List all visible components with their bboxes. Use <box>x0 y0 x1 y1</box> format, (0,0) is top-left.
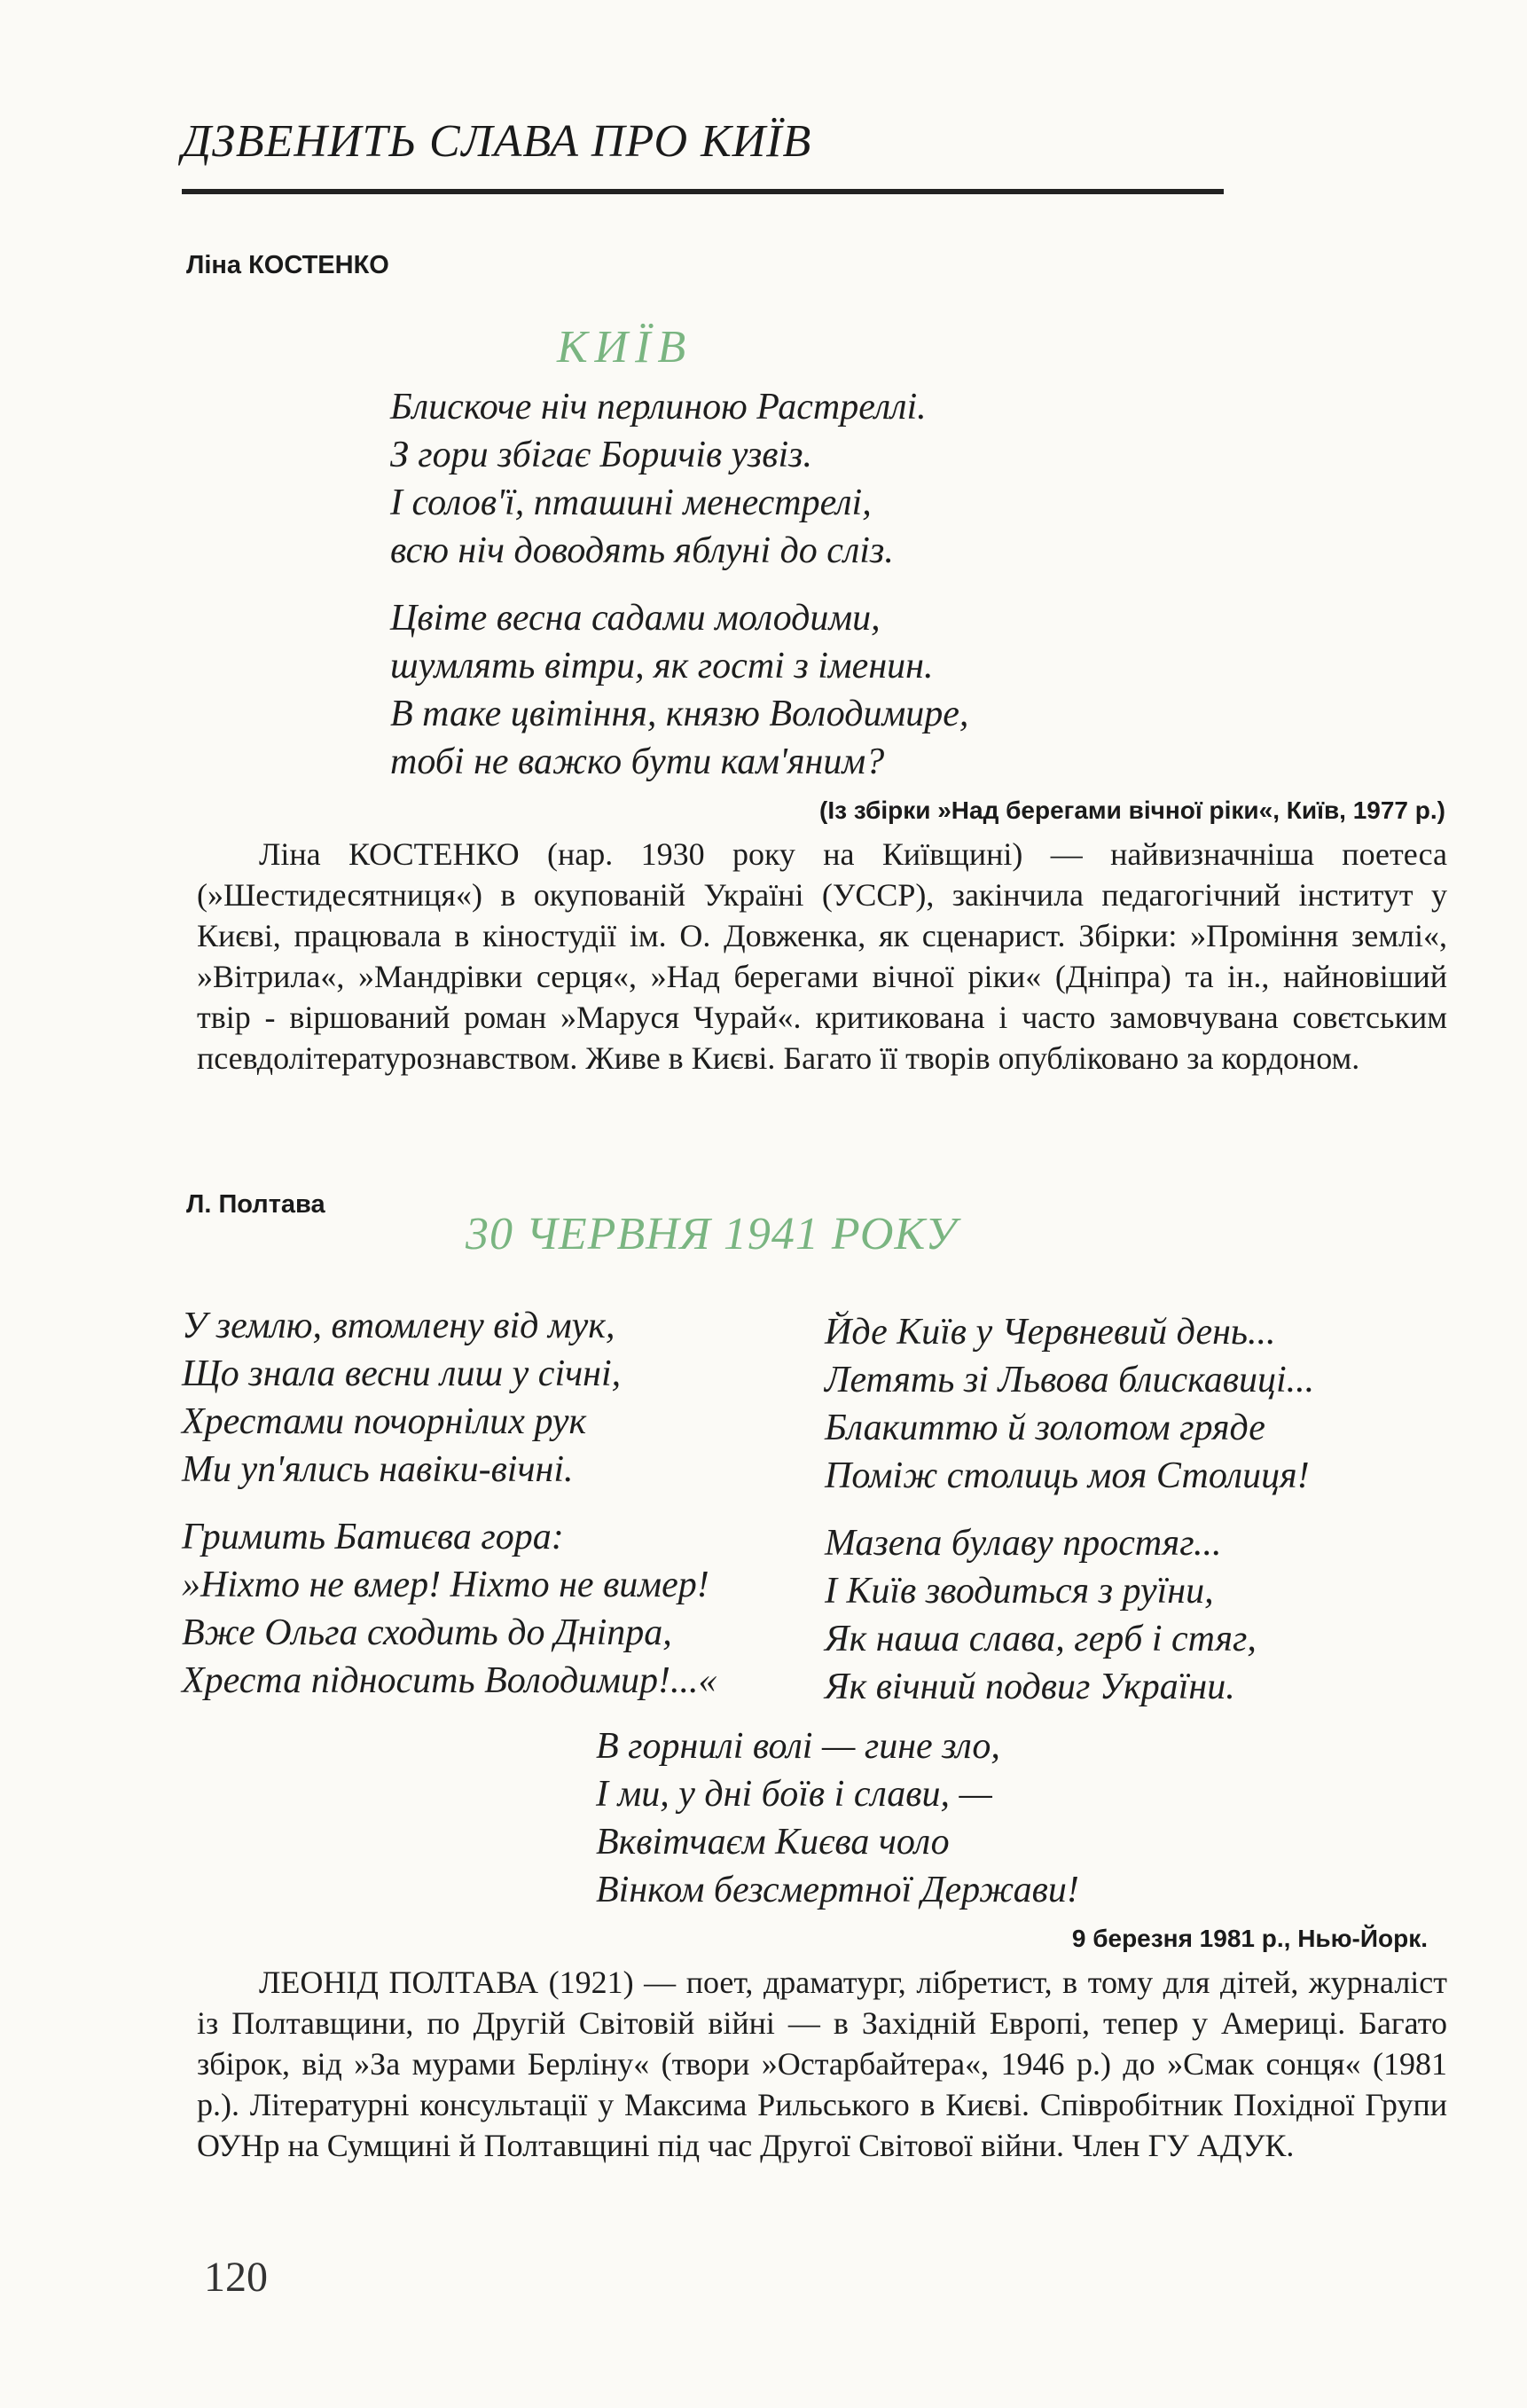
poem-kyiv <box>390 383 968 805</box>
poem-line: Як вічний подвиг України. <box>825 1667 1235 1707</box>
poem-line: шумлять вітри, як гості з іменин. <box>390 646 934 686</box>
stanza <box>182 1302 717 1494</box>
poem-line: всю ніч доводять яблуні до сліз. <box>390 530 894 571</box>
bio-paragraph: ЛЕОНІД ПОЛТАВА (1921) — поет, драматург, лібретист, в тому для дітей, журналіст із Полтавщини, по Другій Світовій війні — в Західній Европі, тепер у Америці. Багато збірок, від »За мурами Берліну« (твори »Остарбайтера«, 1946 р.) до »Смак сонця« (1981 р.). Літературні консультації у Максима Рильського в Києві. Співробітник Похідної Групи ОУНр на Сумщині й Полтавщині під час Другої Світової війни. Член ГУ АДУК. <box>197 1965 1447 2163</box>
poem-line: Вінком безсмертної Держави! <box>596 1870 1079 1910</box>
poem-line: Йде Київ у Червневий день... <box>825 1312 1276 1353</box>
stanza <box>825 1519 1314 1711</box>
poem-line: Цвіте весна садами молодими, <box>390 598 881 639</box>
header-rule <box>182 189 1224 194</box>
poem-line: Блакиттю й золотом гряде <box>825 1408 1265 1448</box>
poem-title-june-30: 30 ЧЕРВНЯ 1941 РОКУ <box>466 1209 958 1259</box>
stanza <box>390 383 968 575</box>
source-kostenko: (Із збірки »Над берегами вічної ріки«, Київ, 1977 р.) <box>819 796 1445 824</box>
bio-poltava <box>197 1962 1447 2166</box>
poem-line: В таке цвітіння, князю Володимире, <box>390 694 969 734</box>
poem-line: Що знала весни лиш у січні, <box>182 1353 622 1394</box>
poem-line: »Ніхто не вмер! Ніхто не вимер! <box>182 1565 709 1605</box>
poem-line: Поміж столиць моя Столиця! <box>825 1455 1310 1496</box>
poem-left-column <box>182 1302 717 1724</box>
poem-line: Мазепа булаву простяг... <box>825 1523 1222 1564</box>
poem-line: І Київ зводиться з руїни, <box>825 1571 1214 1612</box>
stanza <box>825 1308 1314 1500</box>
poem-title-kyiv: КИЇВ <box>557 322 693 373</box>
poem-line: Як наша слава, герб і стяг, <box>825 1619 1257 1659</box>
poem-line: тобі не важко бути кам'яним? <box>390 741 885 782</box>
poem-line: Хрестами почорнілих рук <box>182 1401 587 1442</box>
bio-kostenko <box>197 834 1447 1079</box>
poem-line: Ми уп'ялись навіки-вічні. <box>182 1449 574 1490</box>
poem-line: В горнилі волі — гине зло, <box>596 1726 1000 1767</box>
stanza <box>390 594 968 786</box>
source-poltava: 9 березня 1981 р., Нью-Йорк. <box>1071 1925 1428 1952</box>
poem-line: І ми, у дні боїв і слави, — <box>596 1774 992 1815</box>
poem-line: Гримить Батиєва гора: <box>182 1517 564 1557</box>
poem-line: Вже Ольга сходить до Дніпра, <box>182 1612 672 1653</box>
poem-line: З гори збігає Боричів узвіз. <box>390 435 813 475</box>
bio-paragraph: Ліна КОСТЕНКО (нар. 1930 року на Київщині) — найвизначніша поетеса (»Шестидесятниця«) в окупованій Україні (УССР), закінчила педагогічний інститут у Києві, працювала в кіностудії ім. О. Довженка, як сценарист. Збірки: »Проміння землі«, »Вітрила«, »Мандрівки серця«, »Над берегами вічної ріки« (Дніпра) та ін., найновіший твір - віршований роман »Маруся Чурай«. критикована і часто замовчувана совєтським псевдолітературознавством. Живе в Києві. Багато її творів опубліковано за кордоном. <box>197 836 1447 1076</box>
running-header: ДЗВЕНИТЬ СЛАВА ПРО КИЇВ <box>182 116 812 167</box>
poem-line: Летять зі Львова блискавиці... <box>825 1360 1315 1400</box>
poem-final-stanza <box>596 1722 1079 1914</box>
poem-right-column <box>825 1308 1314 1730</box>
stanza <box>182 1513 717 1705</box>
page-number: 120 <box>204 2254 268 2301</box>
poem-line: Блискоче ніч перлиною Растреллі. <box>390 387 927 427</box>
author-kostenko: Ліна КОСТЕНКО <box>186 251 389 279</box>
poem-line: Вквітчаєм Києва чоло <box>596 1822 950 1863</box>
poem-line: У землю, втомлену від мук, <box>182 1306 615 1346</box>
author-poltava: Л. Полтава <box>186 1190 325 1219</box>
poem-line: І солов'ї, пташині менестрелі, <box>390 482 872 523</box>
poem-line: Хреста підносить Володимир!...« <box>182 1660 717 1701</box>
